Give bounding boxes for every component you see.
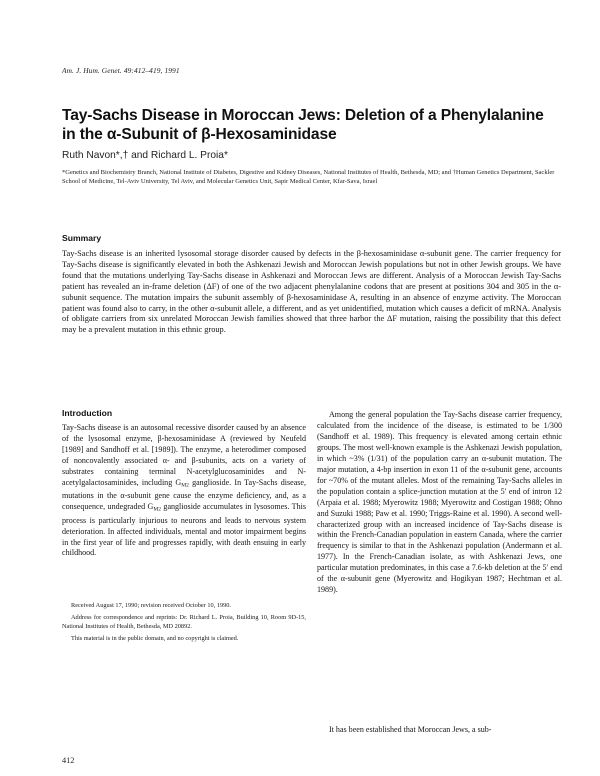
intro-text-part-2: ganglioside. In Tay-Sachs disease, mutations in the α-subunit gene cause the enzyme deficiency, and, as a consequence, undegraded G — [62, 477, 306, 512]
gm2-subscript-number-2: 2 — [158, 506, 161, 513]
page-number: 412 — [62, 756, 75, 765]
title-line-2: in the α-Subunit of β-Hexosaminidase — [62, 126, 337, 143]
footnotes — [62, 602, 306, 647]
intro-text-part-3: ganglioside accumulates in lysosomes. This process is particularly injurious to neurons and leads to nervous system deterioration. In affected individuals, mental and motor impairment begins in the first year of life and progresses rapidly, with death ensuing in early childhood. — [62, 502, 306, 558]
footnote-correspondence: Address for correspondence and reprints: Dr. Richard L. Proia, Building 10, Room 9D-15, National Institutes of Health, Bethesda, MD 20892. — [62, 614, 306, 630]
article-title — [62, 106, 562, 144]
intro-text-part-1: Tay-Sachs disease is an autosomal recessive disorder caused by an absence of the lysosomal enzyme, β-hexosaminidase A (reviewed by Neufeld [1989] and Sandhoff et al. [1989]). The enzyme, a heterodimer composed of noncovalently associated α- and β-subunits, acts on a variety of substrates containing terminal N-acetylglucosaminides and N-acetylgalactosaminides, including G — [62, 423, 306, 487]
gm2-subscript-2: M — [153, 506, 159, 513]
footnote-received: Received August 17, 1990; revision received October 10, 1990. — [71, 602, 232, 609]
summary-heading: Summary — [62, 233, 102, 243]
author-list: Ruth Navon*,† and Richard L. Proia* — [62, 150, 228, 161]
journal-citation: Am. J. Hum. Genet. 49:412–419, 1991 — [62, 66, 180, 75]
gm2-subscript-number: 2 — [186, 482, 189, 489]
footnote-copyright: This material is in the public domain, and no copyright is claimed. — [71, 635, 239, 643]
affiliations: *Genetics and Biochemistry Branch, National Institute of Diabetes, Digestive and Kidney Diseases, National Institutes of Health, Bethesda, MD; and †Human Genetics Department, Sackler School of Medicine, Tel-Aviv University, Tel Aviv, and Molecular Genetics Unit, Sapir Medical Center, Kfar-Sava, Israel — [62, 169, 555, 186]
introduction-column-left — [62, 423, 306, 559]
title-line-1: Tay-Sachs Disease in Moroccan Jews: Deletion of a Phenylalanine — [62, 107, 544, 124]
introduction-column-right-continued: It has been established that Moroccan Jews, a sub- — [329, 725, 492, 734]
introduction-column-right: Among the general population the Tay-Sachs disease carrier frequency, calculated from the incidence of the disease, is estimated to be 1/300 (Sandhoff et al. 1989). This frequency is elevated among certain ethnic groups. The most well-known example is the Ashkenazi Jewish population, in which ~3% (1/31) of the population carry an α-subunit mutation. The major mutation, a 4-bp insertion in exon 11 of the α-subunit gene, accounts for ~70% of the mutant alleles. Most of the remaining Tay-Sachs alleles in the population contain a splice-junction mutation at the 5′ end of intron 12 (Arpaia et al. 1988; Myerowitz 1988; Myerowitz and Costigan 1988; Ohno and Suzuki 1988; Paw et al. 1990; Triggs-Raine et al. 1990). A second well-characterized group with an increased incidence of Tay-Sachs disease is within the French-Canadian population in eastern Canada, where the carrier frequency is similar to that in the Ashkenazi population (Andermann et al. 1977). In the French-Canadian isolate, as with Ashkenazi Jews, one particular mutation predominates, in this case a 7.6-kb deletion at the 5′ end of the α-subunit gene (Myerowitz and Hogikyan 1987; Hechtman et al. 1989). — [317, 410, 562, 595]
introduction-heading: Introduction — [62, 408, 113, 418]
gm2-subscript: M — [181, 482, 187, 489]
summary-abstract: Tay-Sachs disease is an inherited lysosomal storage disorder caused by defects in the β-hexosaminidase α-subunit gene. The carrier frequency for Tay-Sachs disease is significantly elevated in both the Ashkenazi Jewish and Moroccan Jewish populations but not in other Jewish groups. We have found that the mutations underlying Tay-Sachs disease in Ashkenazi and Moroccan Jews are different. Analysis of a Moroccan Jewish Tay-Sachs patient has revealed an in-frame deletion (ΔF) of one of the two adjacent phenylalanine codons that are present at positions 304 and 305 in the α-subunit sequence. The mutation impairs the subunit assembly of β-hexosaminidase A, resulting in an absence of enzyme activity. The Moroccan patient was found also to carry, in the other α-subunit allele, a different, and as yet unidentified, mutation which causes a deficit of mRNA. Analysis of obligate carriers from six unrelated Moroccan Jewish families showed that three harbor the ΔF mutation, raising the possibility that this defect may be a prevalent mutation in this ethnic group. — [62, 249, 561, 335]
